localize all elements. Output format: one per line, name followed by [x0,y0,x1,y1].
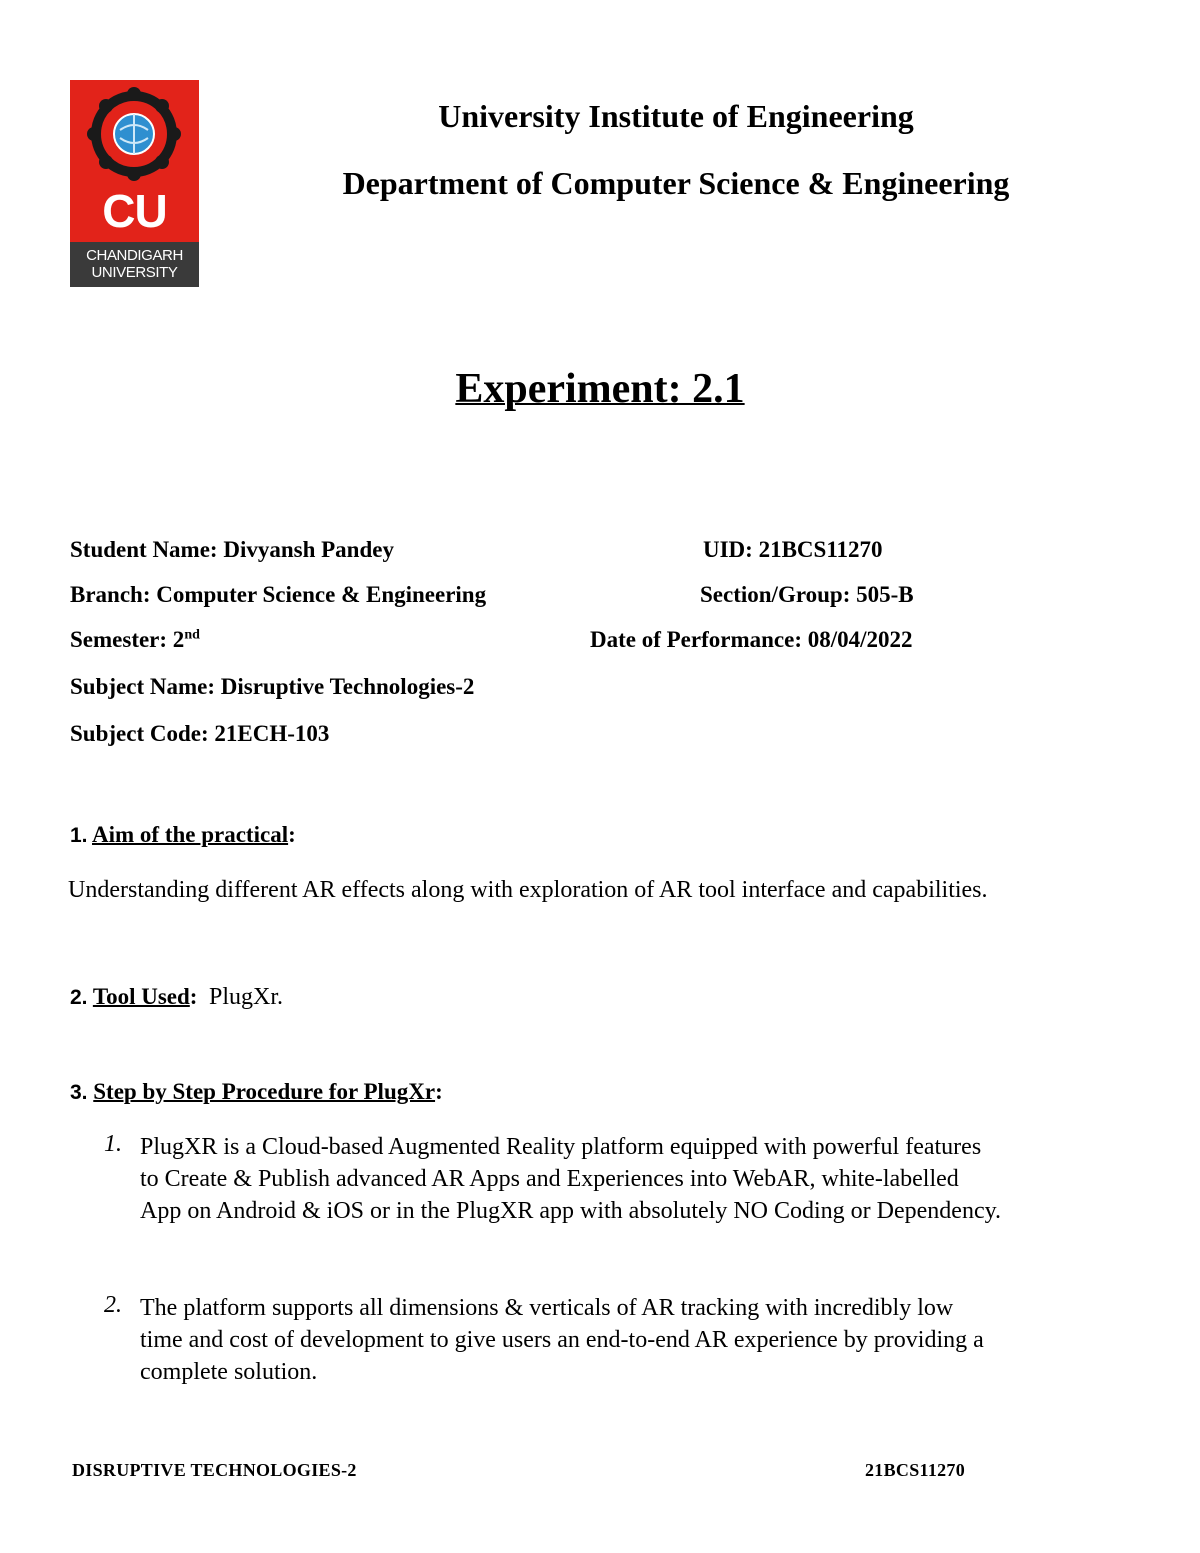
procedure-item-line: complete solution. [140,1359,318,1385]
aim-heading: 1. Aim of the practical: [70,822,296,847]
student-uid: UID: 21BCS11270 [703,537,883,562]
subject-name: Subject Name: Disruptive Technologies-2 [70,674,475,699]
aim-heading-text: Aim of the practical [92,822,289,847]
semester-value: Semester: 2 [70,627,185,652]
footer-uid: 21BCS11270 [865,1460,966,1480]
procedure-item [140,1292,1160,1388]
procedure-item-line: to Create & Publish advanced AR Apps and Experiences into WebAR, white-labelled [140,1166,959,1192]
wreath-emblem-icon [70,80,199,188]
procedure-item-line: App on Android & iOS or in the PlugXR app with absolutely NO Coding or Dependency. [140,1198,1002,1224]
student-semester [70,627,200,653]
procedure-heading-text: Step by Step Procedure for PlugXr [93,1079,436,1104]
logo-short-name: CU [102,185,167,237]
procedure-item-number: 2. [104,1292,122,1318]
university-logo [70,80,199,287]
aim-text: Understanding different AR effects along with exploration of AR tool interface and capabilities. [68,877,988,903]
tool-number: 2. [70,986,88,1009]
procedure-heading: 3. Step by Step Procedure for PlugXr: [70,1079,443,1104]
procedure-item-line: time and cost of development to give users an end-to-end AR experience by providing a [140,1327,984,1353]
logo-name-line1: CHANDIGARH [86,247,183,264]
student-section: Section/Group: 505-B [700,582,914,607]
procedure-item [140,1131,1160,1227]
student-branch: Branch: Computer Science & Engineering [70,582,487,607]
procedure-item-number: 1. [104,1131,122,1157]
subject-code: Subject Code: 21ECH-103 [70,721,330,746]
department-title: Department of Computer Science & Engineering [342,165,1010,201]
procedure-item-line: The platform supports all dimensions & verticals of AR tracking with incredibly low [140,1295,954,1321]
institute-title: University Institute of Engineering [438,98,914,134]
logo-university-name [70,247,199,281]
experiment-title [0,365,1200,413]
logo-name-line2: UNIVERSITY [91,264,178,281]
performance-date: Date of Performance: 08/04/2022 [590,627,913,652]
aim-number: 1. [70,824,88,847]
tool-heading: 2. Tool Used: PlugXr. [70,984,283,1010]
student-name: Student Name: Divyansh Pandey [70,537,394,562]
footer-subject: DISRUPTIVE TECHNOLOGIES-2 [72,1460,357,1480]
tool-heading-text: Tool Used [92,984,190,1009]
experiment-title-text: Experiment: 2.1 [455,366,745,412]
tool-value: PlugXr. [208,984,283,1010]
procedure-number: 3. [70,1081,88,1104]
semester-suffix: nd [184,627,200,643]
procedure-item-line: PlugXR is a Cloud-based Augmented Reality platform equipped with powerful features [140,1134,982,1160]
